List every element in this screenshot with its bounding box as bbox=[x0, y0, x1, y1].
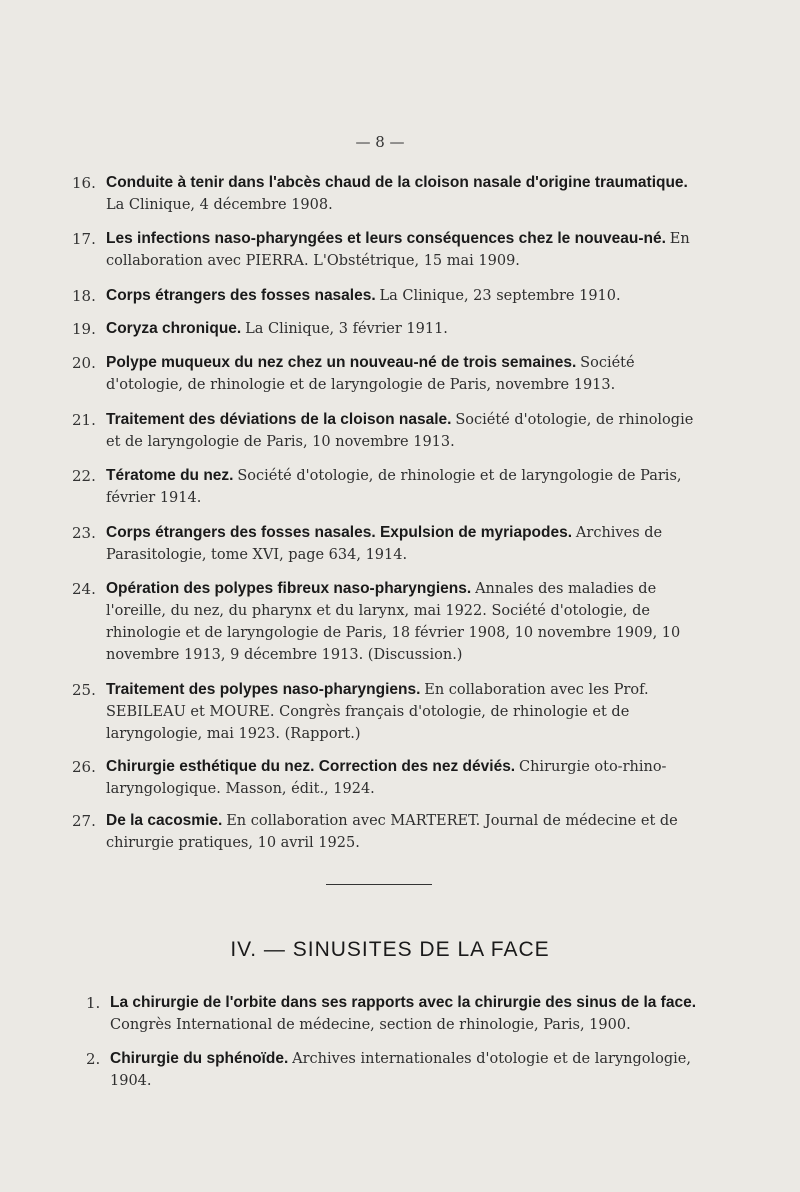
entry-title: Conduite à tenir dans l'abcès chaud de la cloison nasale d'origine traumatique. bbox=[106, 174, 688, 191]
entry-title: La chirurgie de l'orbite dans ses rapports avec la chirurgie des sinus de la face. bbox=[110, 994, 697, 1011]
entry-number: 22. bbox=[72, 467, 96, 485]
entry-reference: Société d'otologie, de rhinologie et de laryngologie de Paris, février 1914. bbox=[106, 468, 682, 506]
entry-reference: Chirurgie oto-rhino-laryngologique. Masson, édit., 1924. bbox=[106, 759, 667, 797]
entry-title: Coryza chronique. bbox=[106, 320, 242, 337]
entry-title: Corps étrangers des fosses nasales. Expulsion de myriapodes. bbox=[106, 524, 573, 541]
bibliography-entry bbox=[72, 679, 706, 745]
entry-number: 2. bbox=[86, 1050, 101, 1068]
entry-title: Traitement des polypes naso-pharyngiens. bbox=[106, 681, 421, 698]
entry-reference: Société d'otologie, de rhinologie et de laryngologie de Paris, 10 novembre 1913. bbox=[106, 412, 694, 450]
bibliography-entry bbox=[72, 522, 706, 566]
entry-title: Les infections naso-pharyngées et leurs conséquences chez le nouveau-né. bbox=[106, 230, 666, 247]
bibliography-entry bbox=[72, 172, 706, 216]
entry-reference: En collaboration avec PIERRA. L'Obstétrique, 15 mai 1909. bbox=[106, 231, 690, 269]
section-divider bbox=[326, 884, 432, 885]
bibliography-entry bbox=[86, 1048, 706, 1092]
entry-reference: La Clinique, 4 décembre 1908. bbox=[106, 197, 333, 213]
entry-title: Tératome du nez. bbox=[106, 467, 234, 484]
page-number: — 8 — bbox=[355, 133, 405, 151]
entry-reference: Congrès International de médecine, section de rhinologie, Paris, 1900. bbox=[110, 1017, 631, 1033]
bibliography-entry bbox=[72, 352, 706, 396]
bibliography-entry bbox=[72, 409, 706, 453]
entry-reference: En collaboration avec MARTERET. Journal de médecine et de chirurgie pratiques, 10 avril 1925. bbox=[106, 813, 678, 851]
bibliography-entry bbox=[72, 318, 706, 340]
entry-title: Traitement des déviations de la cloison nasale. bbox=[106, 411, 452, 428]
entry-title: Corps étrangers des fosses nasales. bbox=[106, 287, 376, 304]
bibliography-entry bbox=[72, 578, 706, 666]
entry-title: Chirurgie du sphénoïde. bbox=[110, 1050, 289, 1067]
entry-number: 18. bbox=[72, 287, 96, 305]
bibliography-entry bbox=[72, 756, 706, 800]
entry-reference: Annales des maladies de l'oreille, du nez, du pharynx et du larynx, mai 1922. Société d'otologie, de rhinologie et de laryngologie de Paris, 18 février 1908, 10 novembre 1909, 10 novembre 1913, 9 décembre 1913. (Discussion.) bbox=[106, 581, 681, 663]
entry-title: Chirurgie esthétique du nez. Correction des nez déviés. bbox=[106, 758, 516, 775]
entry-number: 25. bbox=[72, 681, 96, 699]
entry-number: 17. bbox=[72, 230, 96, 248]
entry-number: 20. bbox=[72, 354, 96, 372]
bibliography-entry bbox=[72, 228, 706, 272]
entry-number: 27. bbox=[72, 812, 96, 830]
entry-number: 16. bbox=[72, 174, 96, 192]
section-heading: IV. — SINUSITES DE LA FACE bbox=[230, 938, 550, 961]
entry-reference: Archives de Parasitologie, tome XVI, page 634, 1914. bbox=[106, 525, 663, 563]
entry-reference: La Clinique, 23 septembre 1910. bbox=[379, 288, 621, 304]
entry-number: 24. bbox=[72, 580, 96, 598]
entry-title: Polype muqueux du nez chez un nouveau-né de trois semaines. bbox=[106, 354, 577, 371]
entry-number: 19. bbox=[72, 320, 96, 338]
entry-reference: Société d'otologie, de rhinologie et de laryngologie de Paris, novembre 1913. bbox=[106, 355, 635, 393]
entry-number: 21. bbox=[72, 411, 96, 429]
entry-number: 1. bbox=[86, 994, 101, 1012]
bibliography-entry bbox=[72, 810, 706, 854]
entry-number: 26. bbox=[72, 758, 96, 776]
entry-title: Opération des polypes fibreux naso-pharyngiens. bbox=[106, 580, 472, 597]
bibliography-entry bbox=[72, 465, 706, 509]
entry-reference: Archives internationales d'otologie et de laryngologie, 1904. bbox=[110, 1051, 691, 1089]
entry-reference: La Clinique, 3 février 1911. bbox=[245, 321, 448, 337]
entry-reference: En collaboration avec les Prof. SEBILEAU et MOURE. Congrès français d'otologie, de rhinologie et de laryngologie, mai 1923. (Rapport.) bbox=[106, 682, 649, 742]
entry-number: 23. bbox=[72, 524, 96, 542]
entry-title: De la cacosmie. bbox=[106, 812, 223, 829]
bibliography-entry bbox=[86, 992, 706, 1036]
bibliography-entry bbox=[72, 285, 706, 307]
